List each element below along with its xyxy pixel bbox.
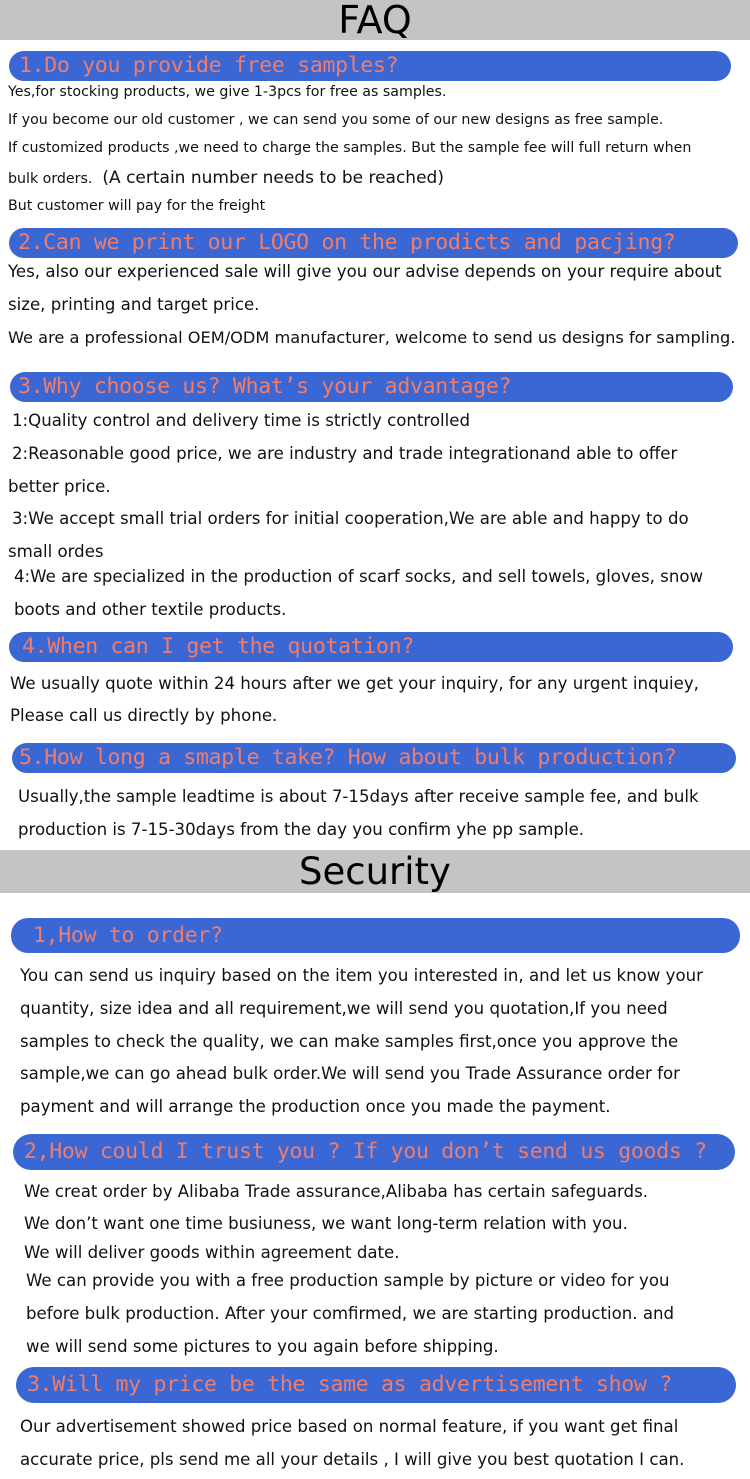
faq-q4-header	[9, 632, 733, 662]
faq-q3-line-5: small ordes	[8, 542, 104, 561]
security-s1-header	[11, 918, 740, 953]
faq-q4-line-1: We usually quote within 24 hours after we get your inquiry, for any urgent inquiey,	[10, 674, 699, 693]
faq-q2-line-1: Yes, also our experienced sale will give you our advise depends on your require about	[8, 262, 722, 281]
faq-q5-question: 5.How long a smaple take? How about bulk production?	[19, 745, 677, 770]
security-s2-line-2: We don’t want one time busiuness, we want long-term relation with you.	[24, 1214, 628, 1233]
faq-q1-line-5: But customer will pay for the freight	[8, 198, 266, 214]
security-s3-line-2: accurate price, pls send me all your details , I will give you best quotation I can.	[20, 1450, 685, 1469]
faq-q3-line-3: better price.	[8, 477, 111, 496]
faq-q1-line-1: Yes,for stocking products, we give 1-3pcs for free as samples.	[8, 84, 447, 100]
faq-q3-line-6: 4:We are specialized in the production of scarf socks, and sell towels, gloves, snow	[14, 567, 704, 586]
security-s2-line-5: before bulk production. After your comfirmed, we are starting production. and	[26, 1304, 675, 1323]
faq-q1-header	[9, 51, 731, 81]
faq-q5-header	[12, 743, 736, 773]
faq-q2-header	[9, 228, 738, 258]
security-s1-question: 1,How to order?	[33, 923, 223, 948]
faq-q3-line-4: 3:We accept small trial orders for initial cooperation,We are able and happy to do	[12, 509, 689, 528]
faq-title: FAQ	[338, 0, 412, 42]
faq-q1-line-3: If customized products ,we need to charge the samples. But the sample fee will full return when	[8, 140, 692, 156]
faq-q1-line-2: If you become our old customer , we can send you some of our new designs as free sample.	[8, 112, 664, 128]
faq-q3-line-7: boots and other textile products.	[14, 600, 287, 619]
faq-q4-line-2: Please call us directly by phone.	[10, 706, 278, 725]
faq-q5-line-1: Usually,the sample leadtime is about 7-15days after receive sample fee, and bulk	[18, 787, 699, 806]
security-s2-line-6: we will send some pictures to you again before shipping.	[26, 1337, 499, 1356]
security-s1-line-4: sample,we can go ahead bulk order.We will send you Trade Assurance order for	[20, 1064, 680, 1083]
security-s3-line-1: Our advertisement showed price based on normal feature, if you want get final	[20, 1417, 679, 1436]
security-s2-question: 2,How could I trust you ? If you don’t send us goods ?	[24, 1139, 707, 1164]
faq-q3-header	[10, 372, 733, 402]
security-s2-line-4: We can provide you with a free production sample by picture or video for you	[26, 1271, 670, 1290]
faq-q3-question: 3.Why choose us? What’s your advantage?	[18, 374, 512, 399]
security-s1-line-5: payment and will arrange the production once you made the payment.	[20, 1097, 611, 1116]
faq-q3-line-1: 1:Quality control and delivery time is strictly controlled	[12, 411, 470, 430]
security-s3-header	[16, 1367, 736, 1403]
security-s1-line-1: You can send us inquiry based on the item you interested in, and let us know your	[20, 966, 703, 985]
faq-q1-bulk-orders: bulk orders.	[8, 171, 93, 187]
faq-q1-question: 1.Do you provide free samples?	[19, 53, 399, 78]
faq-q1-line-4	[8, 169, 444, 189]
faq-q4-question: 4.When can I get the quotation?	[22, 634, 414, 659]
faq-banner	[0, 0, 750, 40]
security-s2-line-1: We creat order by Alibaba Trade assurance,Alibaba has certain safeguards.	[24, 1182, 649, 1201]
faq-q3-line-2: 2:Reasonable good price, we are industry and trade integrationand able to offer	[12, 444, 678, 463]
faq-q5-line-2: production is 7-15-30days from the day you confirm yhe pp sample.	[18, 820, 585, 839]
security-title: Security	[299, 850, 451, 893]
security-s2-line-3: We will deliver goods within agreement date.	[24, 1243, 400, 1262]
security-s1-line-3: samples to check the quality, we can make samples first,once you approve the	[20, 1032, 679, 1051]
security-banner	[0, 850, 750, 893]
faq-q2-line-2: size, printing and target price.	[8, 295, 260, 314]
security-s1-line-2: quantity, size idea and all requirement,we will send you quotation,If you need	[20, 999, 668, 1018]
security-s2-header	[13, 1134, 735, 1170]
faq-q2-line-3: We are a professional OEM/ODM manufacturer, welcome to send us designs for sampling.	[8, 328, 736, 347]
faq-q1-note: (A certain number needs to be reached)	[102, 168, 444, 188]
faq-q2-question: 2.Can we print our LOGO on the prodicts and pacjing?	[18, 230, 676, 255]
security-s3-question: 3.Will my price be the same as advertisement show ?	[27, 1372, 672, 1397]
